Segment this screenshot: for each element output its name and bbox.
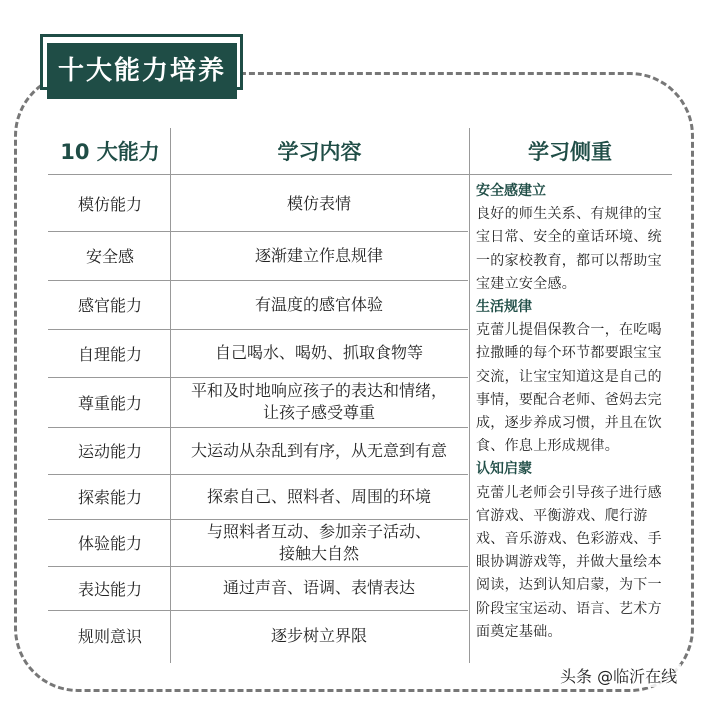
focus-column: [476, 180, 676, 644]
table-row: [50, 281, 468, 328]
focus-text: 克蕾儿提倡保教合一，在吃喝拉撒睡的每个环节都要跟宝宝交流，让宝宝知道这是自己的事情，要配合老师、爸妈去完成，逐步养成习惯，并且在饮食、作息上形成规律。: [476, 322, 662, 455]
table-row: [50, 177, 468, 230]
content-cell: 通过声音、语调、表情表达: [222, 578, 415, 597]
ability-cell: 规则意识: [77, 627, 142, 646]
table-row: [50, 520, 468, 565]
table-row: [50, 428, 468, 473]
content-cell: 探索自己、照料者、周围的环境: [206, 486, 431, 506]
table-row: [50, 378, 468, 426]
header-content: 学习内容: [277, 140, 362, 164]
focus-heading: 认知启蒙: [476, 461, 532, 478]
focus-text: 良好的师生关系、有规律的宝宝日常、安全的童话环境、统一的家校教育，都可以帮助宝宝建立安全感。: [476, 206, 662, 292]
content-cell: 自己喝水、喝奶、抓取食物等: [214, 343, 423, 362]
focus-heading: 生活规律: [476, 299, 532, 316]
ability-cell: 自理能力: [77, 344, 142, 364]
column-divider: [469, 128, 470, 663]
table-row: [50, 567, 468, 609]
page-title: 十大能力培养: [47, 43, 237, 99]
table-row: [50, 330, 468, 376]
ability-cell: 体验能力: [77, 534, 142, 553]
content-cell: 平和及时地响应孩子的表达和情绪， 让孩子感受尊重: [190, 381, 447, 422]
ability-cell: 安全感: [85, 247, 134, 266]
content-cell: 模仿表情: [286, 193, 351, 213]
focus-text: 克蕾儿老师会引导孩子进行感官游戏、平衡游戏、爬行游戏、音乐游戏、色彩游戏、手眼协调游戏等，并做大量绘本阅读，达到认知启蒙，为下一阶段宝宝运动、语言、艺术方面奠定基础。: [476, 484, 662, 640]
content-cell: 与照料者互动、参加亲子活动、 接触大自然: [206, 521, 431, 563]
watermark: 头条 @临沂在线: [556, 664, 681, 687]
ability-cell: 感官能力: [77, 296, 142, 315]
table-row: [50, 475, 468, 518]
header-ability: 10 大能力: [60, 140, 160, 164]
ability-cell: 尊重能力: [77, 393, 142, 413]
content-cell: 逐渐建立作息规律: [254, 245, 383, 265]
header-focus: 学习侧重: [528, 140, 612, 164]
header-divider: [48, 174, 672, 175]
ability-cell: 探索能力: [77, 488, 142, 507]
focus-heading: 安全感建立: [476, 183, 546, 199]
ability-cell: 运动能力: [77, 442, 142, 461]
content-cell: 逐步树立界限: [270, 625, 367, 645]
ability-cell: 表达能力: [77, 579, 142, 599]
table-row: [50, 232, 468, 279]
content-cell: 有温度的感官体验: [254, 294, 383, 314]
ability-cell: 模仿能力: [77, 195, 142, 214]
table-row: [50, 611, 468, 660]
content-cell: 大运动从杂乱到有序，从无意到有意: [190, 440, 447, 460]
